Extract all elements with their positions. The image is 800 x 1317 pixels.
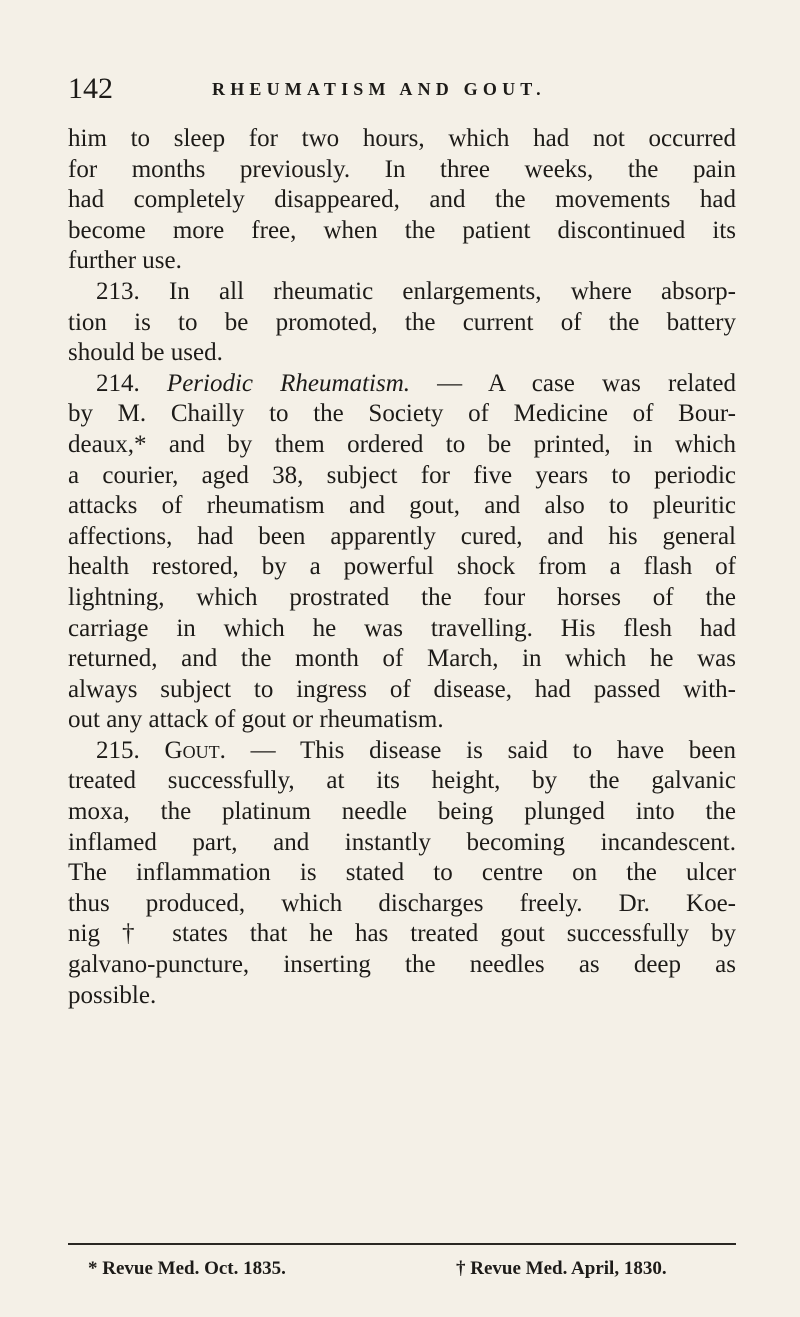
section-title: Gout.	[164, 736, 226, 764]
text-line: him to sleep for two hours, which had not occurred	[68, 125, 736, 152]
section-text: — This disease is said to have been	[225, 736, 737, 764]
section-heading-line	[68, 369, 736, 400]
footnote-1: * Revue Med. Oct. 1835.	[88, 1258, 286, 1279]
body-text	[68, 124, 736, 1011]
text-line: The inflammation is stated to centre on the ulcer	[68, 859, 736, 887]
text-line: become more free, when the patient discontinued its	[68, 216, 736, 244]
text-line: a courier, aged 38, subject for five years to periodic	[68, 461, 736, 489]
footnote-2: † Revue Med. April, 1830.	[456, 1258, 667, 1279]
running-head: RHEUMATISM AND GOUT.	[212, 79, 546, 99]
text-line: possible.	[68, 981, 157, 1009]
text-line: further use.	[68, 247, 182, 275]
text-line: by M. Chailly to the Society of Medicine of Bour-	[68, 400, 736, 428]
text-line: 213. In all rheumatic enlargements, where absorp-	[96, 277, 736, 305]
section-title: Periodic Rheumatism.	[166, 369, 411, 397]
footnotes	[88, 1256, 736, 1282]
section-text: — A case was related	[410, 369, 737, 397]
text-line: affections, had been apparently cured, and his general	[68, 522, 736, 550]
text-line: lightning, which prostrated the four horses of the	[68, 583, 736, 611]
text-line: moxa, the platinum needle being plunged into the	[68, 798, 736, 826]
text-line: treated successfully, at its height, by the galvanic	[68, 767, 736, 795]
page-number: 142	[68, 72, 113, 105]
text-line: tion is to be promoted, the current of the battery	[68, 308, 736, 336]
text-line: inflamed part, and instantly becoming incandescent.	[68, 828, 736, 856]
text-line: attacks of rheumatism and gout, and also to pleuritic	[68, 492, 736, 520]
text-line: returned, and the month of March, in which he was	[68, 645, 736, 673]
text-line: galvano-puncture, inserting the needles as deep as	[68, 951, 736, 979]
text-line: health restored, by a powerful shock from a flash of	[68, 553, 736, 581]
text-line: always subject to ingress of disease, had passed with-	[68, 675, 736, 703]
footnote-divider	[68, 1243, 736, 1245]
section-heading-line	[68, 736, 736, 767]
text-line: carriage in which he was travelling. His flesh had	[68, 614, 736, 642]
text-line: had completely disappeared, and the movements had	[68, 186, 736, 214]
text-line: deaux,* and by them ordered to be printed, in which	[68, 430, 736, 458]
page-header	[68, 72, 748, 112]
text-line: for months previously. In three weeks, the pain	[68, 155, 736, 183]
text-line: should be used.	[68, 339, 223, 367]
text-line: out any attack of gout or rheumatism.	[68, 706, 444, 734]
text-line: nig † states that he has treated gout successfully by	[68, 920, 736, 948]
section-number: 214.	[96, 369, 167, 397]
section-number: 215.	[96, 736, 165, 764]
text-line: thus produced, which discharges freely. Dr. Koe-	[68, 889, 736, 917]
